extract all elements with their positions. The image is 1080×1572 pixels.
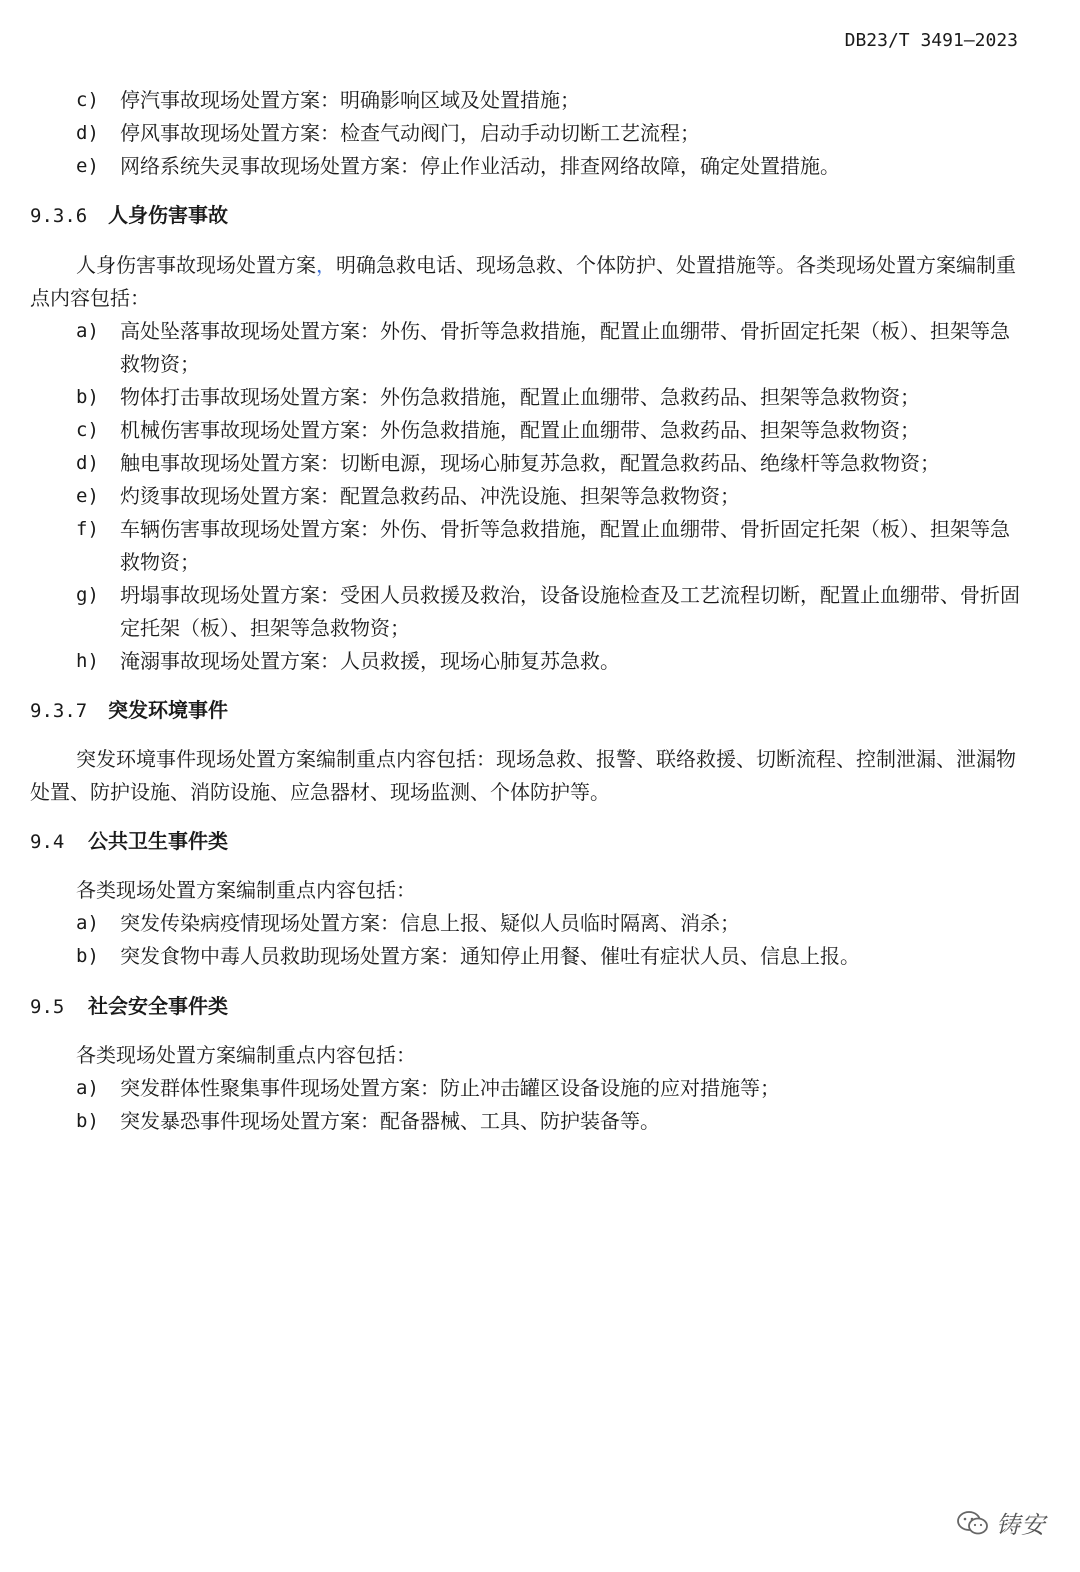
list-marker: f) [76,518,99,540]
list-marker: d) [76,122,99,144]
list-marker: a) [76,1077,99,1099]
list-text: 坍塌事故现场处置方案：受困人员救援及救治，设备设施检查及工艺流程切断，配置止血绷带、骨折固定托架（板）、担架等急救物资； [120,583,1020,640]
list-text: 车辆伤害事故现场处置方案：外伤、骨折等急救措施，配置止血绷带、骨折固定托架（板）、担架等急救物资； [120,517,1010,574]
section-number: 9.3.6 [30,205,88,227]
section-intro [30,249,1024,315]
list-text: 停风事故现场处置方案：检查气动阀门，启动手动切断工艺流程； [120,121,700,145]
section-heading-9-3-7 [30,694,228,728]
list-text: 机械伤害事故现场处置方案：外伤急救措施，配置止血绷带、急救药品、担架等急救物资； [120,418,920,442]
list-text: 高处坠落事故现场处置方案：外伤、骨折等急救措施，配置止血绷带、骨折固定托架（板）、担架等急救物资； [120,319,1010,376]
section-title: 社会安全事件类 [88,994,228,1018]
section-intro: 各类现场处置方案编制重点内容包括： [76,1043,416,1067]
section-intro: 各类现场处置方案编制重点内容包括： [76,878,416,902]
section-heading-9-5 [30,990,228,1024]
list-marker: a) [76,912,99,934]
list-marker: g) [76,584,99,606]
section-number: 9.3.7 [30,700,88,722]
intro-part: 明确急救电话、现场急救、个体防护、处置措施等。各类现场处置方案编制重点内容包括： [30,253,1016,310]
list-text: 物体打击事故现场处置方案：外伤急救措施，配置止血绷带、急救药品、担架等急救物资； [120,385,920,409]
section-heading-9-3-6 [30,199,228,233]
list-marker: d) [76,452,99,474]
list-text: 突发食物中毒人员救助现场处置方案：通知停止用餐、催吐有症状人员、信息上报。 [120,944,860,968]
section-intro: 突发环境事件现场处置方案编制重点内容包括：现场急救、报警、联络救援、切断流程、控制泄漏、泄漏物处置、防护设施、消防设施、应急器材、现场监测、个体防护等。 [30,747,1016,804]
intro-part: 人身伤害事故现场处置方案 [76,253,316,277]
list-text: 淹溺事故现场处置方案：人员救援，现场心肺复苏急救。 [120,649,620,673]
list-marker: b) [76,945,99,967]
list-text: 突发传染病疫情现场处置方案：信息上报、疑似人员临时隔离、消杀； [120,911,740,935]
list-marker: a) [76,320,99,342]
list-marker: b) [76,1110,99,1132]
document-code: DB23/T 3491—2023 [844,30,1018,51]
list-marker: e) [76,155,99,177]
list-text: 突发暴恐事件现场处置方案：配备器械、工具、防护装备等。 [120,1109,660,1133]
list-text: 网络系统失灵事故现场处置方案：停止作业活动，排查网络故障，确定处置措施。 [120,154,840,178]
list-marker: e) [76,485,99,507]
section-title: 人身伤害事故 [108,203,228,227]
list-text: 灼烫事故现场处置方案：配置急救药品、冲洗设施、担架等急救物资； [120,484,740,508]
section-title: 公共卫生事件类 [88,829,228,853]
list-text: 触电事故现场处置方案：切断电源，现场心肺复苏急救，配置急救药品、绝缘杆等急救物资； [120,451,940,475]
section-number: 9.5 [30,996,65,1018]
list-marker: c) [76,89,99,111]
list-text: 突发群体性聚集事件现场处置方案：防止冲击罐区设备设施的应对措施等； [120,1076,780,1100]
section-title: 突发环境事件 [108,698,228,722]
intro-comma: ， [316,253,336,277]
list-marker: b) [76,386,99,408]
watermark-logo [956,1505,1046,1540]
wechat-icon [956,1510,990,1536]
watermark-text: 铸安 [996,1511,1046,1539]
list-text: 停汽事故现场处置方案：明确影响区域及处置措施； [120,88,580,112]
section-number: 9.4 [30,831,65,853]
section-heading-9-4 [30,825,228,859]
list-marker: h) [76,650,99,672]
list-marker: c) [76,419,99,441]
